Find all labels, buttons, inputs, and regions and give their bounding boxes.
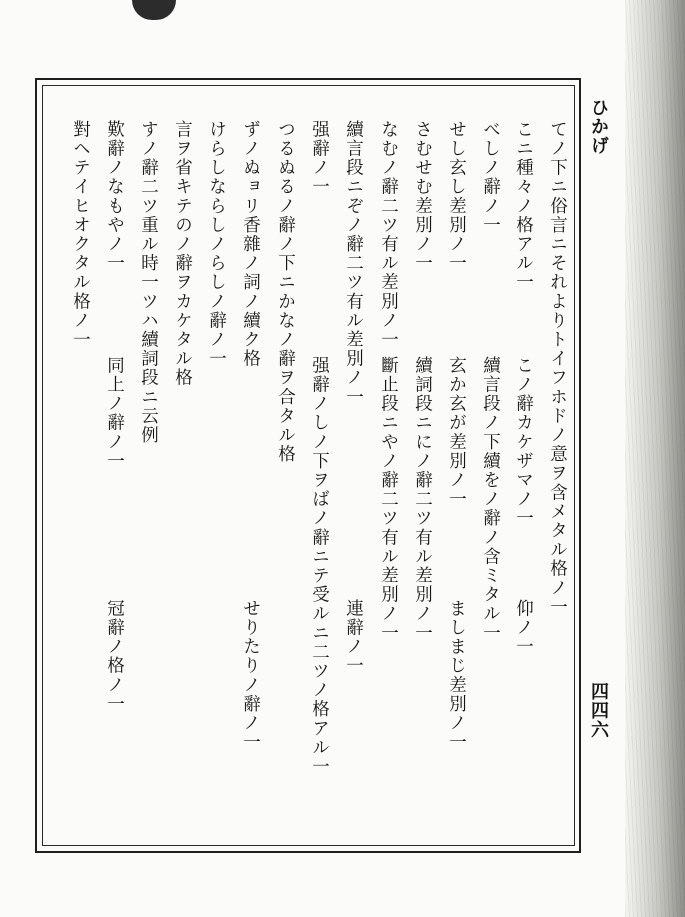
text-column-4-segment-2: 玄か玄が差別ノ一 <box>446 356 467 509</box>
text-column-3-segment-1: べしノ辭ノ一 <box>480 120 501 235</box>
text-column-2-segment-2: こノ辭カケザマノ一 <box>513 356 534 528</box>
text-column-2-segment-1: こニ種々ノ格アル一 <box>513 120 534 292</box>
text-column-7-segment-1: 續言段ニぞノ辭二ツ有ル差別ノ一 <box>343 120 364 407</box>
text-column-15-segment-1: 對ヘテイヒオクタル格ノ一 <box>70 120 91 350</box>
text-column-12-segment-1: 言ヲ省キテのノ辭ヲカケタル格 <box>172 120 193 388</box>
text-column-13-segment-1: すノ辭二ツ重ル時一ツハ續詞段ニ云例 <box>138 120 159 445</box>
text-column-1-segment-1: てノ下ニ俗言ニそれよりトイフホドノ意ヲ含メタル格ノ一 <box>547 120 568 617</box>
text-column-8-segment-2: 强辭ノしノ下ヲばノ辭ニテ受ルニ二ツノ格アル一 <box>309 356 330 777</box>
text-column-14-segment-2: 同上ノ辭ノ一 <box>104 356 125 471</box>
text-column-5-segment-2: 續詞段ニにノ辭二ツ有ル差別ノ一 <box>412 356 433 643</box>
text-column-6-segment-2: 斷止段ニやノ辭二ツ有ル差別ノ一 <box>378 356 399 643</box>
text-column-11-segment-1: けらしならしノらしノ辭ノ一 <box>206 120 227 369</box>
text-column-10-segment-2: せりたりノ辭ノ一 <box>240 599 261 752</box>
text-column-14-segment-3: 冠辭ノ格ノ一 <box>104 599 125 714</box>
section-title: ひかげ <box>588 98 609 155</box>
text-column-9-segment-1: つるぬるノ辭ノ下ニかなノ辭ヲ合タル格 <box>275 120 296 464</box>
text-column-3-segment-2: 續言段ノ下續をノ辭ノ含ミタル一 <box>480 356 501 643</box>
text-column-8-segment-1: 强辭ノ一 <box>309 120 330 197</box>
text-column-10-segment-1: ずノぬョリ香雜ノ詞ノ續ク格 <box>240 120 261 369</box>
text-column-5-segment-1: さむせむ差別ノ一 <box>412 120 433 273</box>
text-column-6-segment-1: なむノ辭二ツ有ル差別ノ一 <box>378 120 399 350</box>
text-column-7-segment-2: 連辭ノ一 <box>343 599 364 676</box>
ink-smudge <box>132 0 176 20</box>
text-column-4-segment-3: ましまじ差別ノ一 <box>446 599 467 752</box>
page-edge-shadow <box>625 0 685 917</box>
text-column-2-segment-3: 仰ノ一 <box>513 599 534 657</box>
text-column-4-segment-1: せし玄し差別ノ一 <box>446 120 467 273</box>
text-column-14-segment-1: 歎辭ノなもやノ一 <box>104 120 125 273</box>
page-number: 四四六 <box>588 682 609 739</box>
